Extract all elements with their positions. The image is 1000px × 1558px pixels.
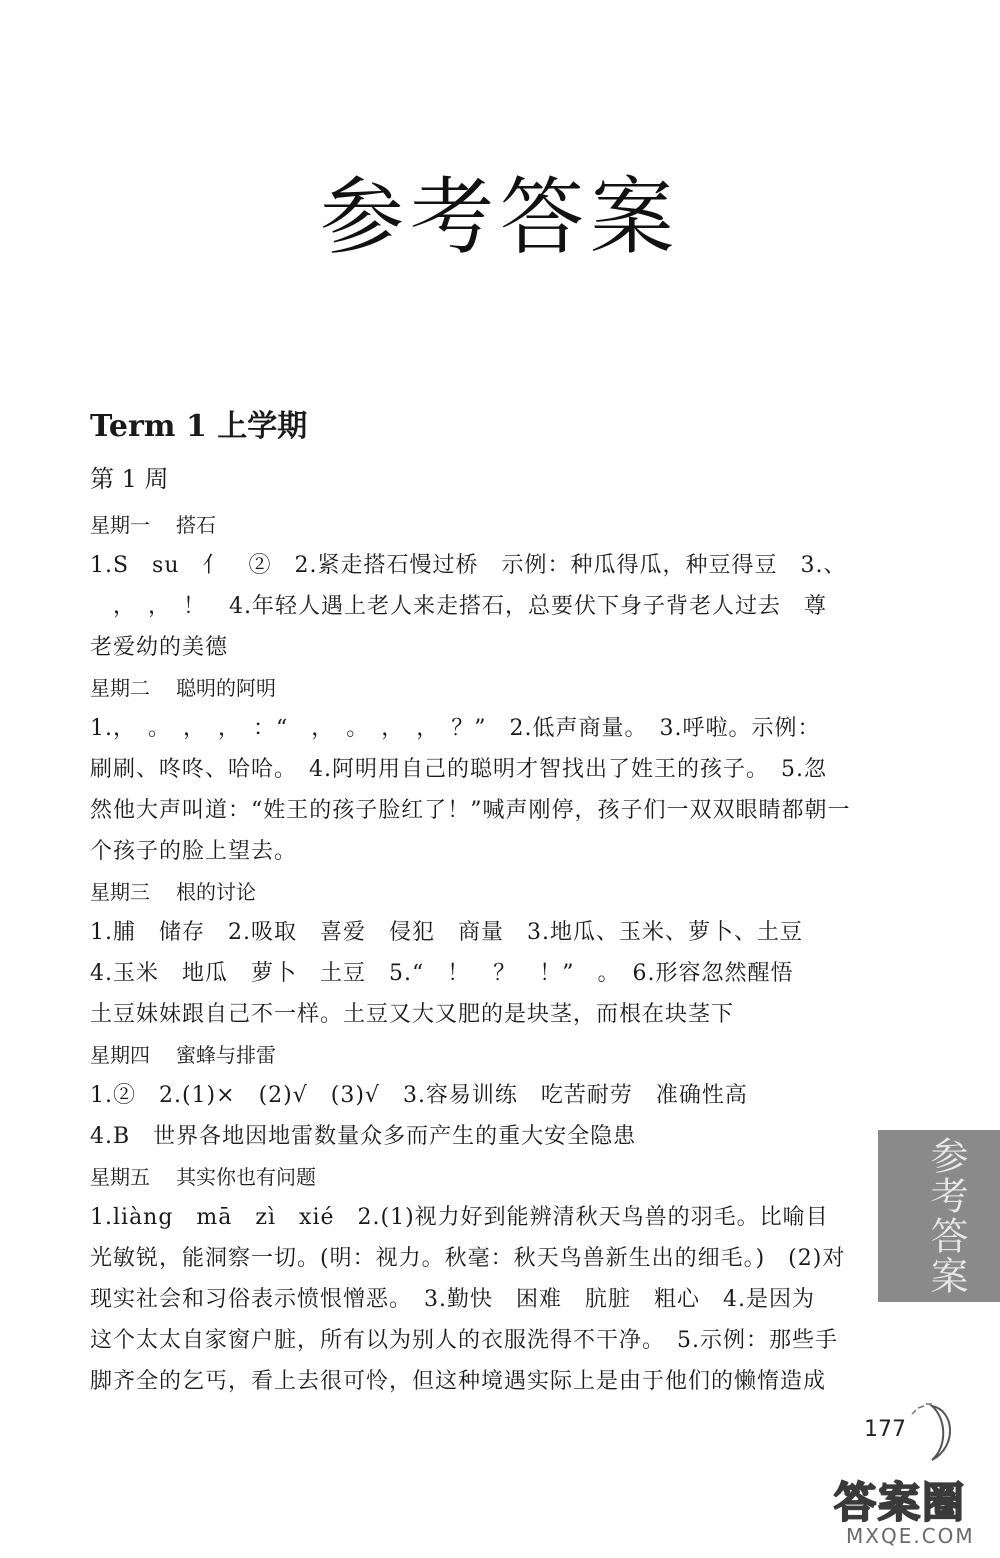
answer-line: 老爱幼的美德 — [90, 635, 229, 660]
day-block-wednesday — [90, 872, 870, 1035]
answer-line: 4.玉米 地瓜 萝卜 土豆 5.“ ！ ？ ！” 。 6.形容忽然醒悟 — [90, 961, 794, 986]
answer-text — [90, 545, 870, 668]
day-heading — [90, 505, 870, 545]
day-topic: 搭石 — [176, 513, 216, 537]
day-heading — [90, 668, 870, 708]
answer-line: 1.② 2.(1)× (2)√ (3)√ 3.容易训练 吃苦耐劳 准确性高 — [90, 1083, 748, 1108]
answer-line: 脚齐全的乞丐，看上去很可怜，但这种境遇实际上是由于他们的懒惰造成 — [90, 1369, 827, 1394]
day-block-tuesday — [90, 668, 870, 872]
watermark-logo — [826, 1470, 1000, 1558]
answer-text — [90, 1075, 870, 1157]
answer-line: 1.S su 亻 ② 2.紧走搭石慢过桥 示例：种瓜得瓜，种豆得豆 3.、 — [90, 553, 847, 578]
answer-line: 刷刷、咚咚、哈哈。 4.阿明用自己的聪明才智找出了姓王的孩子。 5.忽 — [90, 757, 827, 782]
answer-text — [90, 1197, 870, 1402]
day-label: 星期五 — [90, 1165, 150, 1189]
page-number: 177 — [864, 1417, 906, 1442]
side-tab-label: 参考答案 — [924, 1136, 968, 1296]
day-block-thursday — [90, 1035, 870, 1157]
answer-line: 这个太太自家窗户脏，所有以为别人的衣服洗得不干净。 5.示例：那些手 — [90, 1328, 838, 1353]
day-block-friday — [90, 1157, 870, 1402]
answer-line: 光敏锐，能洞察一切。(明：视力。秋毫：秋天鸟兽新生出的细毛。) (2)对 — [90, 1246, 846, 1271]
day-topic: 其实你也有问题 — [176, 1165, 316, 1189]
page-title: 参考答案 — [319, 168, 680, 266]
answer-line: 然他大声叫道：“姓王的孩子脸红了！”喊声刚停，孩子们一双双眼睛都朝一 — [90, 798, 851, 823]
answer-line: 土豆妹妹跟自己不一样。土豆又大又肥的是块茎，而根在块茎下 — [90, 1002, 735, 1027]
day-topic: 根的讨论 — [176, 880, 256, 904]
watermark-text: 答案圈 — [834, 1478, 967, 1527]
answer-line: 1.脯 储存 2.吸取 喜爱 侵犯 商量 3.地瓜、玉米、萝卜、土豆 — [90, 920, 803, 945]
term-heading: Term 1 上学期 — [90, 409, 308, 444]
day-block-monday — [90, 505, 870, 668]
day-label: 星期一 — [90, 513, 150, 537]
answer-line: ， ， ！ 4.年轻人遇上老人来走搭石，总要伏下身子背老人过去 尊 — [90, 594, 827, 619]
side-tab — [878, 1130, 1000, 1302]
day-label: 星期四 — [90, 1043, 150, 1067]
day-heading — [90, 872, 870, 912]
moon-icon — [902, 1398, 962, 1468]
answer-line: 1.， 。 ， ， ：“ ， 。 ， ， ？” 2.低声商量。 3.呼啦。示例： — [90, 716, 821, 741]
day-topic: 蜜蜂与排雷 — [176, 1043, 276, 1067]
day-topic: 聪明的阿明 — [176, 676, 276, 700]
answer-text — [90, 912, 870, 1035]
week-heading: 第 1 周 — [90, 465, 169, 493]
day-label: 星期三 — [90, 880, 150, 904]
answer-text — [90, 708, 870, 872]
day-heading — [90, 1035, 870, 1075]
answer-content — [90, 405, 870, 1402]
day-heading — [90, 1157, 870, 1197]
answer-line: 1.liàng mā zì xié 2.(1)视力好到能辨清秋天鸟兽的羽毛。比喻目 — [90, 1205, 829, 1230]
day-label: 星期二 — [90, 676, 150, 700]
answer-line: 4.B 世界各地因地雷数量众多而产生的重大安全隐患 — [90, 1124, 637, 1149]
answer-line: 现实社会和习俗表示愤恨憎恶。 3.勤快 困难 肮脏 粗心 4.是因为 — [90, 1287, 815, 1312]
watermark-domain: MXQE.COM — [846, 1524, 975, 1548]
answer-line: 个孩子的脸上望去。 — [90, 839, 298, 864]
